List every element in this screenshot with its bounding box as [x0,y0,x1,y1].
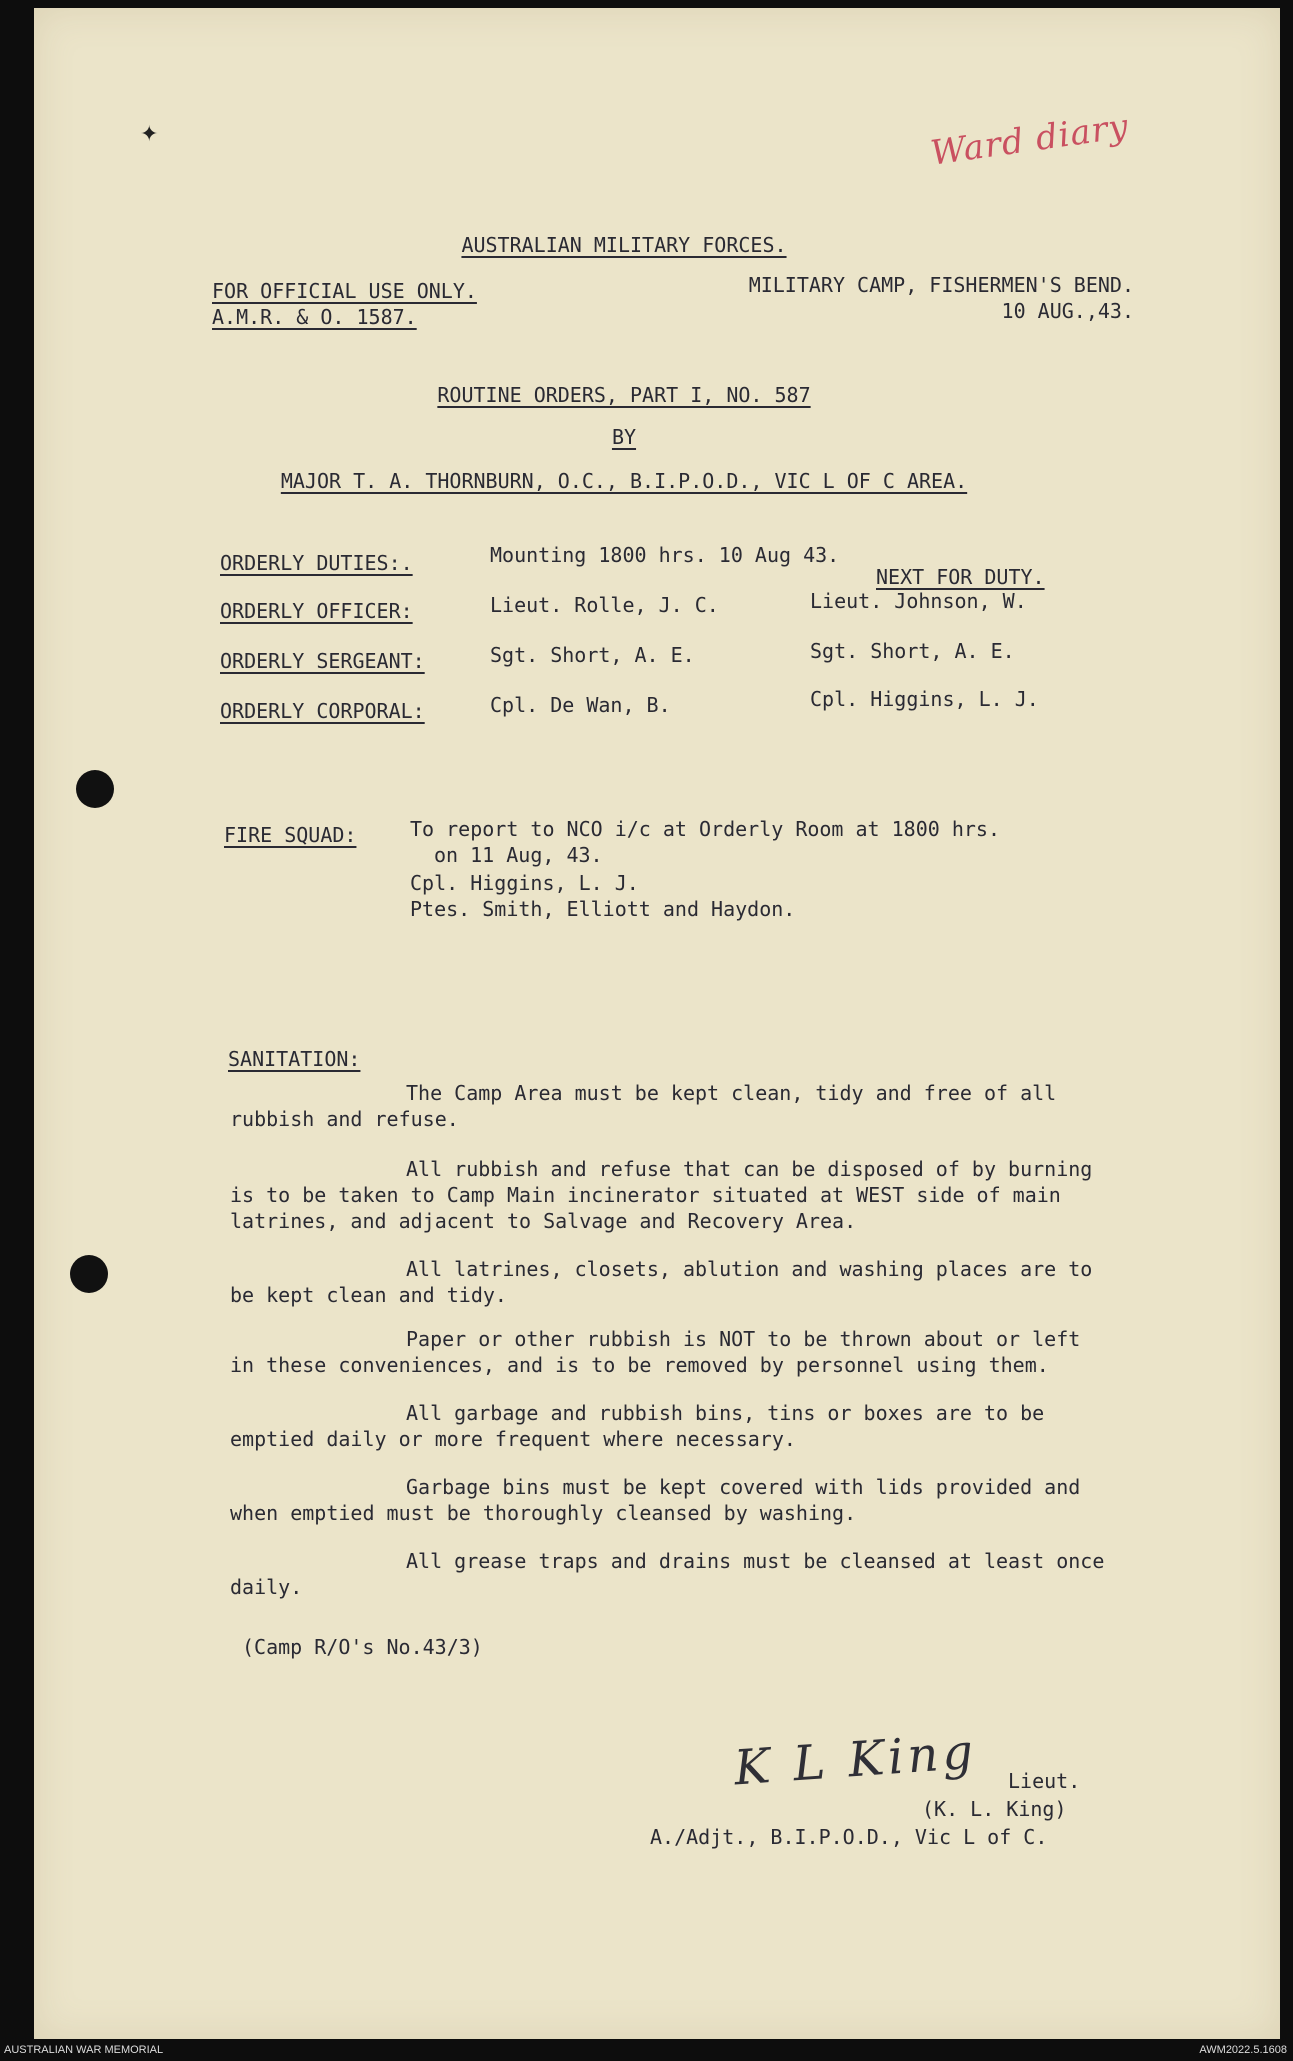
classification: FOR OFFICIAL USE ONLY. [212,279,477,303]
duties-mounting: Mounting 1800 hrs. 10 Aug 43. [490,543,840,567]
duty-current: Lieut. Rolle, J. C. [490,593,719,617]
punch-hole-top [76,770,114,808]
sanitation-paragraph: All rubbish and refuse that can be disposed of by burning is to be taken to Camp Main incinerator situated at WEST side of main latrines, and adjacent to Salvage and Recovery Area. [230,1157,1093,1233]
order-date: 10 AUG.,43. [1001,299,1134,323]
handwritten-annotation: Ward diary [928,106,1132,174]
orders-authority: MAJOR T. A. THORNBURN, O.C., B.I.P.O.D., VIC L OF C AREA. [280,469,968,493]
duty-current: Cpl. De Wan, B. [490,693,671,717]
location: MILITARY CAMP, FISHERMEN'S BEND. [748,273,1134,297]
duty-next: Lieut. Johnson, W. [810,589,1027,613]
duty-role: ORDERLY CORPORAL: [220,699,425,723]
fire-squad-label: FIRE SQUAD: [224,823,357,847]
duties-next-label: NEXT FOR DUTY. [876,565,1045,589]
reference-number: A.M.R. & O. 1587. [212,305,417,329]
sanitation-paragraph: Garbage bins must be kept covered with lids provided and when emptied must be thoroughly cleansed by washing. [230,1475,1081,1525]
handwritten-signature: K L King [732,1723,979,1797]
fire-squad-line: on 11 Aug, 43. [434,843,603,867]
sanitation-paragraph: The Camp Area must be kept clean, tidy and free of all rubbish and refuse. [230,1081,1057,1131]
fire-squad-line: Cpl. Higgins, L. J. [410,871,639,895]
sanitation-paragraph: All latrines, closets, ablution and washing places are to be kept clean and tidy. [230,1257,1093,1307]
footer-credit: AUSTRALIAN WAR MEMORIAL [4,2044,164,2056]
punch-hole-bottom [70,1255,108,1293]
fire-squad-line: To report to NCO i/c at Orderly Room at 1800 hrs. [410,817,1001,841]
duty-current: Sgt. Short, A. E. [490,643,695,667]
signatory-name: (K. L. King) [922,1797,1067,1821]
orders-by: BY [611,425,637,449]
signatory-appointment: A./Adjt., B.I.P.O.D., Vic L of C. [650,1825,1048,1849]
footer-accession-number: AWM2022.5.1608 [1199,2044,1287,2056]
sanitation-paragraph: All grease traps and drains must be cleansed at least once daily. [230,1549,1105,1599]
orders-title: ROUTINE ORDERS, PART I, NO. 587 [437,383,811,407]
duty-role: ORDERLY SERGEANT: [220,649,425,673]
sanitation-paragraph: All garbage and rubbish bins, tins or boxes are to be emptied daily or more frequent where necessary. [230,1401,1045,1451]
duty-next: Sgt. Short, A. E. [810,639,1015,663]
fire-squad-line: Ptes. Smith, Elliott and Haydon. [410,897,796,921]
pin-mark-icon: ✦ [140,122,159,147]
camp-order-reference: (Camp R/O's No.43/3) [242,1635,483,1659]
duty-role: ORDERLY OFFICER: [220,599,413,623]
signatory-rank: Lieut. [1008,1769,1081,1793]
org-heading: AUSTRALIAN MILITARY FORCES. [461,233,787,257]
document-page [34,8,1280,2039]
duty-next: Cpl. Higgins, L. J. [810,687,1039,711]
sanitation-paragraph: Paper or other rubbish is NOT to be thrown about or left in these conveniences, and is to be removed by personnel using them. [230,1327,1081,1377]
duties-label: ORDERLY DUTIES:. [220,551,413,575]
sanitation-label: SANITATION: [228,1047,361,1071]
